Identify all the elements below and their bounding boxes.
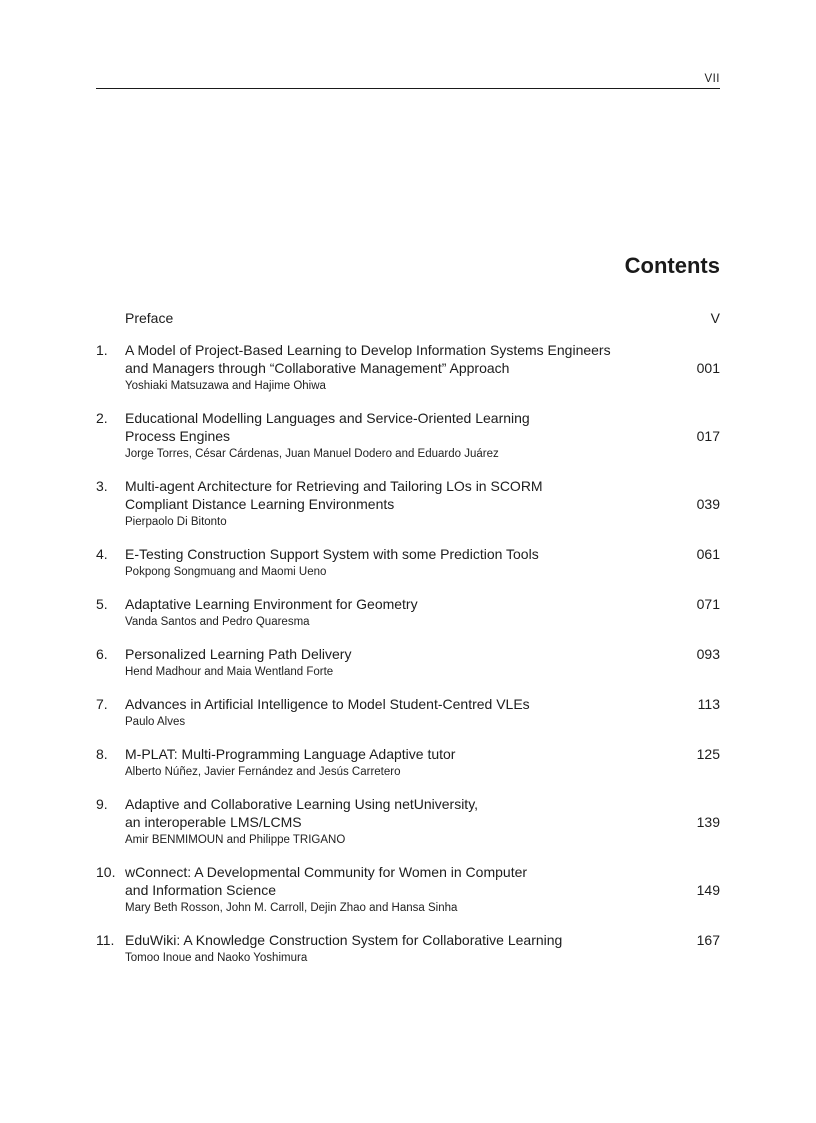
entry-body [125, 545, 720, 581]
entry-page: 039 [696, 496, 720, 512]
entry-body [125, 595, 720, 631]
entry-title-line: M-PLAT: Multi-Programming Language Adaptive tutor [125, 746, 456, 762]
entry-body [125, 931, 720, 967]
toc-entry [96, 409, 720, 477]
entry-body [125, 645, 720, 681]
entry-number: 8. [96, 746, 108, 762]
toc-entry [96, 745, 720, 795]
toc-entry [96, 341, 720, 409]
entry-page: 061 [696, 546, 720, 562]
toc-entry [96, 645, 720, 695]
entry-title-line: Advances in Artificial Intelligence to Model Student-Centred VLEs [125, 696, 530, 712]
toc-entry [96, 931, 720, 981]
entry-number: 6. [96, 646, 108, 662]
entry-page: V [710, 310, 720, 326]
entry-title-line: Educational Modelling Languages and Service-Oriented Learning [125, 410, 530, 426]
entry-page: 093 [696, 646, 720, 662]
entry-body [125, 309, 720, 327]
entry-title-line: Process Engines [125, 428, 231, 444]
entry-title-line: wConnect: A Developmental Community for Women in Computer [125, 864, 528, 880]
entry-title-line: Multi-agent Architecture for Retrieving and Tailoring LOs in SCORM [125, 478, 543, 494]
entry-title-line: Preface [125, 310, 174, 326]
entry-title-line: and Managers through “Collaborative Management” Approach [125, 360, 510, 376]
toc-entry [96, 795, 720, 863]
table-of-contents [96, 309, 720, 981]
entry-body [125, 795, 720, 849]
entry-title-line: and Information Science [125, 882, 276, 898]
entry-body [125, 409, 720, 463]
entry-title-line: Compliant Distance Learning Environments [125, 496, 395, 512]
entry-number: 4. [96, 546, 108, 562]
toc-entry [96, 545, 720, 595]
entry-number: 7. [96, 696, 108, 712]
entry-authors: Pokpong Songmuang and Maomi Ueno [125, 566, 327, 578]
entry-title-line: EduWiki: A Knowledge Construction System for Collaborative Learning [125, 932, 563, 948]
entry-page: 071 [696, 596, 720, 612]
entry-title-line: A Model of Project-Based Learning to Develop Information Systems Engineers [125, 342, 611, 358]
entry-number: 10. [96, 864, 116, 880]
toc-entry-preface [96, 309, 720, 341]
entry-body [125, 695, 720, 731]
entry-body [125, 477, 720, 531]
entry-title-line: an interoperable LMS/LCMS [125, 814, 302, 830]
entry-title-line: Personalized Learning Path Delivery [125, 646, 352, 662]
page-number: VII [704, 73, 720, 85]
entry-authors: Tomoo Inoue and Naoko Yoshimura [125, 952, 308, 964]
entry-authors: Amir BENMIMOUN and Philippe TRIGANO [125, 834, 346, 846]
entry-title-line: E-Testing Construction Support System with some Prediction Tools [125, 546, 539, 562]
entry-page: 139 [696, 814, 720, 830]
entry-body [125, 341, 720, 395]
entry-title-line: Adaptive and Collaborative Learning Using netUniversity, [125, 796, 479, 812]
header-rule [96, 88, 720, 89]
entry-authors: Pierpaolo Di Bitonto [125, 516, 227, 528]
entry-number: 2. [96, 410, 108, 426]
toc-entry [96, 863, 720, 931]
entry-page: 017 [696, 428, 720, 444]
entry-number: 1. [96, 342, 108, 358]
entry-page: 125 [696, 746, 720, 762]
entry-authors: Jorge Torres, César Cárdenas, Juan Manuel Dodero and Eduardo Juárez [125, 448, 499, 460]
toc-entry [96, 477, 720, 545]
toc-entry [96, 695, 720, 745]
entry-number: 5. [96, 596, 108, 612]
entry-page: 113 [697, 696, 720, 712]
entry-number: 9. [96, 796, 108, 812]
entry-page: 001 [696, 360, 720, 376]
entry-authors: Mary Beth Rosson, John M. Carroll, Dejin Zhao and Hansa Sinha [125, 902, 458, 914]
entry-authors: Hend Madhour and Maia Wentland Forte [125, 666, 334, 678]
entry-number: 11. [96, 932, 115, 948]
entry-page: 149 [696, 882, 720, 898]
entry-page: 167 [696, 932, 720, 948]
entry-number: 3. [96, 478, 108, 494]
entry-authors: Vanda Santos and Pedro Quaresma [125, 616, 310, 628]
entry-body [125, 745, 720, 781]
entry-authors: Alberto Núñez, Javier Fernández and Jesús Carretero [125, 766, 401, 778]
entry-authors: Yoshiaki Matsuzawa and Hajime Ohiwa [125, 380, 326, 392]
entry-body [125, 863, 720, 917]
page-title: Contents [624, 253, 720, 278]
toc-entry [96, 595, 720, 645]
entry-authors: Paulo Alves [125, 716, 186, 728]
entry-title-line: Adaptative Learning Environment for Geometry [125, 596, 418, 612]
